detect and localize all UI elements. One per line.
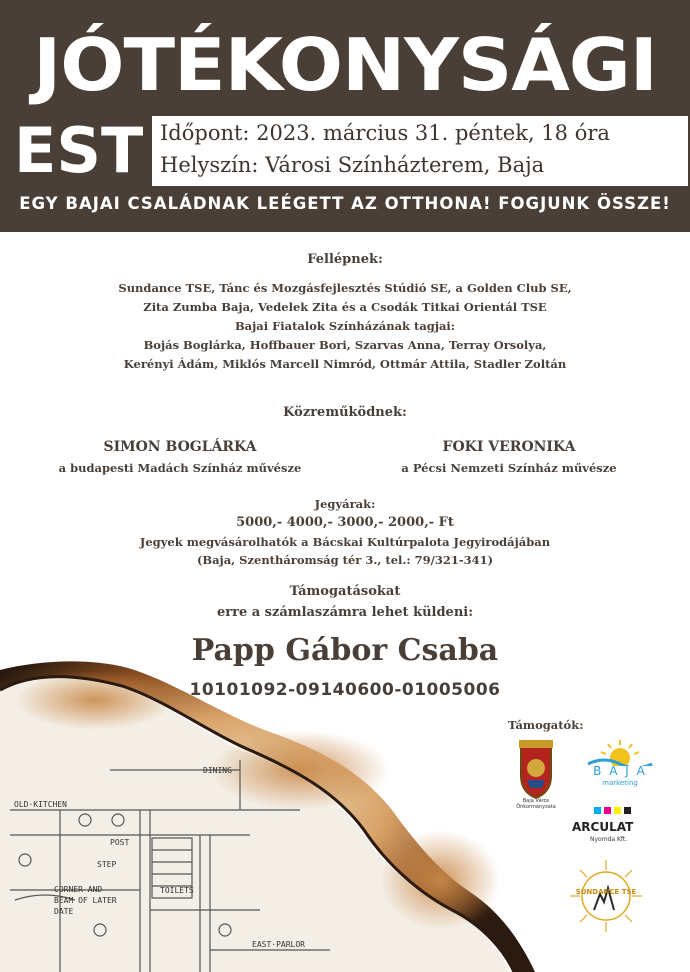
donations-line-2: erre a számlaszámra lehet küldeni:: [216, 605, 474, 620]
arculat-sub: Nyomda Kft.: [590, 836, 628, 843]
header-banner: [0, 0, 690, 232]
performers-heading: Fellépnek:: [307, 252, 383, 267]
plan-label-toilets: TOILETS: [160, 886, 194, 895]
baja-city-caption: Baja Város Önkormányzata: [516, 798, 556, 810]
performers-line-3: Bajai Fiatalok Színházának tagjai:: [234, 319, 456, 333]
event-title: JÓTÉKONYSÁGI: [33, 23, 657, 107]
contributor-simon: [30, 439, 330, 475]
performers-line-1: Sundance TSE, Tánc és Mozgásfejlesztés Stúdió SE, a Golden Club SE,: [118, 281, 572, 295]
sundance-tse-text: SUNDANCE TSE: [575, 888, 637, 896]
plan-label-parlor: EAST·PARLOR: [252, 940, 305, 949]
plan-label-date: DATE: [54, 907, 74, 916]
contributors-heading: Közreműködnek:: [283, 405, 407, 420]
event-date: Időpont: 2023. március 31. péntek, 18 óra: [160, 121, 610, 145]
contributor-foki: [359, 439, 659, 475]
performers-line-5: Kerényi Ádám, Miklós Marcell Nimród, Ottmár Attila, Stadler Zoltán: [123, 357, 567, 371]
arculat-name: ARCULAT: [572, 820, 634, 834]
event-tagline: EGY BAJAI CSALÁDNAK LEÉGETT AZ OTTHONA! FOGJUNK ÖSSZE!: [19, 194, 671, 213]
plan-label-dining: DINING: [203, 766, 232, 775]
arculat-cmyk-icon: [594, 802, 634, 812]
plan-label-corner: CORNER AND: [54, 885, 103, 894]
baja-marketing-name: B A J A: [593, 764, 647, 778]
recipient-name: Papp Gábor Csaba: [191, 633, 499, 668]
performers-line-4: Bojás Boglárka, Hoffbauer Bori, Szarvas Anna, Terray Orsolya,: [143, 338, 547, 352]
baja-marketing-sub: marketing: [602, 779, 638, 787]
contributor-name: FOKI VERONIKA: [442, 439, 576, 455]
plan-label-kitchen: OLD·KITCHEN: [14, 800, 67, 809]
plan-label-post: POST: [110, 838, 130, 847]
baja-city-crest-logo: [513, 740, 559, 808]
contributor-role: a budapesti Madách Színház művésze: [58, 461, 302, 475]
contributor-name: SIMON BOGLÁRKA: [103, 439, 257, 455]
event-info-box: [152, 116, 688, 186]
ticket-address: (Baja, Szentháromság tér 3., tel.: 79/321-341): [196, 553, 494, 567]
plan-label-step: STEP: [97, 860, 117, 869]
tickets-heading: Jegyárak:: [314, 497, 376, 511]
ticket-where: Jegyek megvásárolhatók a Bácskai Kultúrpalota Jegyirodájában: [139, 535, 551, 549]
contributor-role: a Pécsi Nemzeti Színház művésze: [401, 461, 617, 475]
donations-line-1: Támogatásokat: [289, 584, 401, 599]
event-title-est: EST: [14, 114, 144, 187]
bank-account-number: 10101092-09140600-01005006: [189, 680, 501, 700]
event-venue: Helyszín: Városi Színházterem, Baja: [160, 153, 545, 177]
plan-label-beam: BEAM OF LATER: [54, 896, 117, 905]
sundance-tse-logo: [568, 858, 644, 934]
ticket-prices: 5000,- 4000,- 3000,- 2000,- Ft: [236, 515, 454, 530]
performers-line-2: Zita Zumba Baja, Vedelek Zita és a Csodák Titkai Orientál TSE: [143, 300, 547, 314]
baja-marketing-logo: [584, 738, 656, 788]
sponsors-label: Támogatók:: [508, 718, 584, 732]
